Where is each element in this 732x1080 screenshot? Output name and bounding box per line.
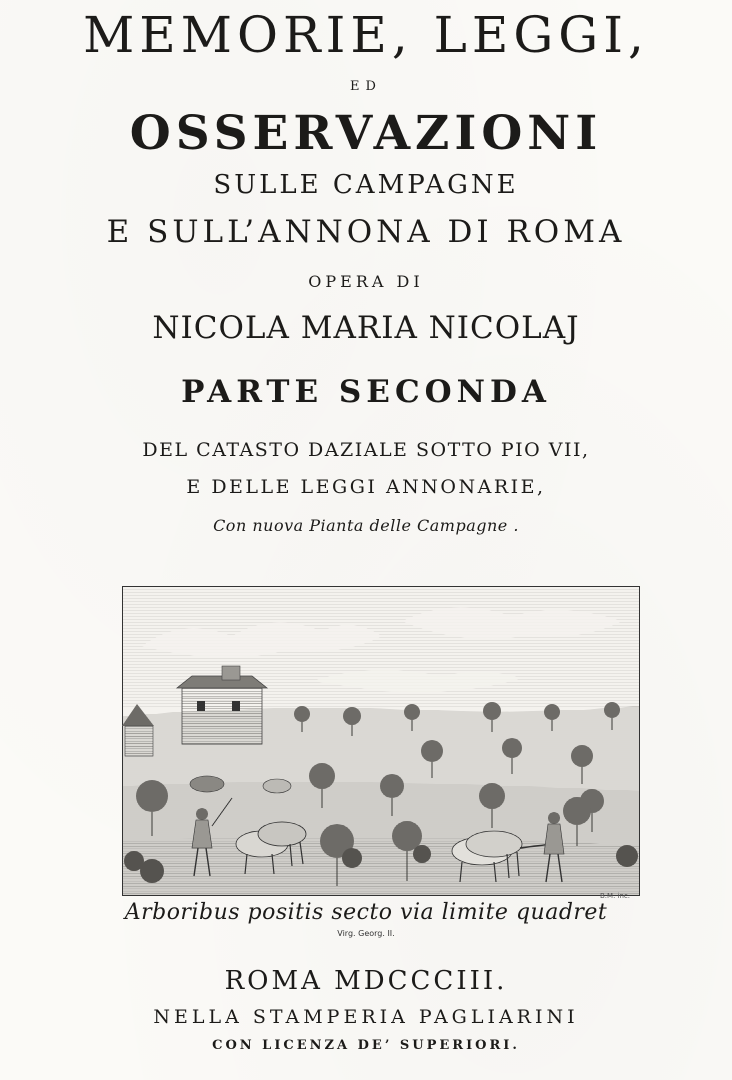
- imprint-printer: NELLA STAMPERIA PAGLIARINI: [153, 1006, 579, 1028]
- contents-line-2: E DELLE LEGGI ANNONARIE,: [186, 476, 546, 498]
- imprint-place-year: ROMA MDCCCIII.: [224, 966, 508, 996]
- contents-line-1: DEL CATASTO DAZIALE SOTTO PIO VII,: [142, 439, 590, 461]
- title-line-1: MEMORIE, LEGGI,: [83, 6, 649, 64]
- contents-line-3: Con nuova Pianta delle Campagne .: [213, 516, 519, 535]
- imprint-license: CON LICENZA DE’ SUPERIORI.: [212, 1038, 520, 1053]
- engraving-plate: [122, 586, 640, 896]
- author-name: NICOLA MARIA NICOLAJ: [152, 310, 580, 346]
- title-conjunction: ED: [350, 79, 382, 94]
- engraver-mark: B.M. inc.: [600, 892, 630, 900]
- engraved-landscape-illustration: [122, 586, 640, 896]
- part-heading: PARTE SECONDA: [181, 374, 551, 410]
- subtitle-line-1: SULLE CAMPAGNE: [213, 170, 519, 200]
- motto-source: Virg. Georg. II.: [337, 929, 395, 938]
- subtitle-line-2: E SULL’ANNONA DI ROMA: [106, 214, 626, 250]
- work-by-label: OPERA DI: [308, 272, 424, 291]
- title-line-2: OSSERVAZIONI: [129, 106, 603, 161]
- engraving-motto: Arboribus positis secto via limite quadret: [124, 900, 608, 925]
